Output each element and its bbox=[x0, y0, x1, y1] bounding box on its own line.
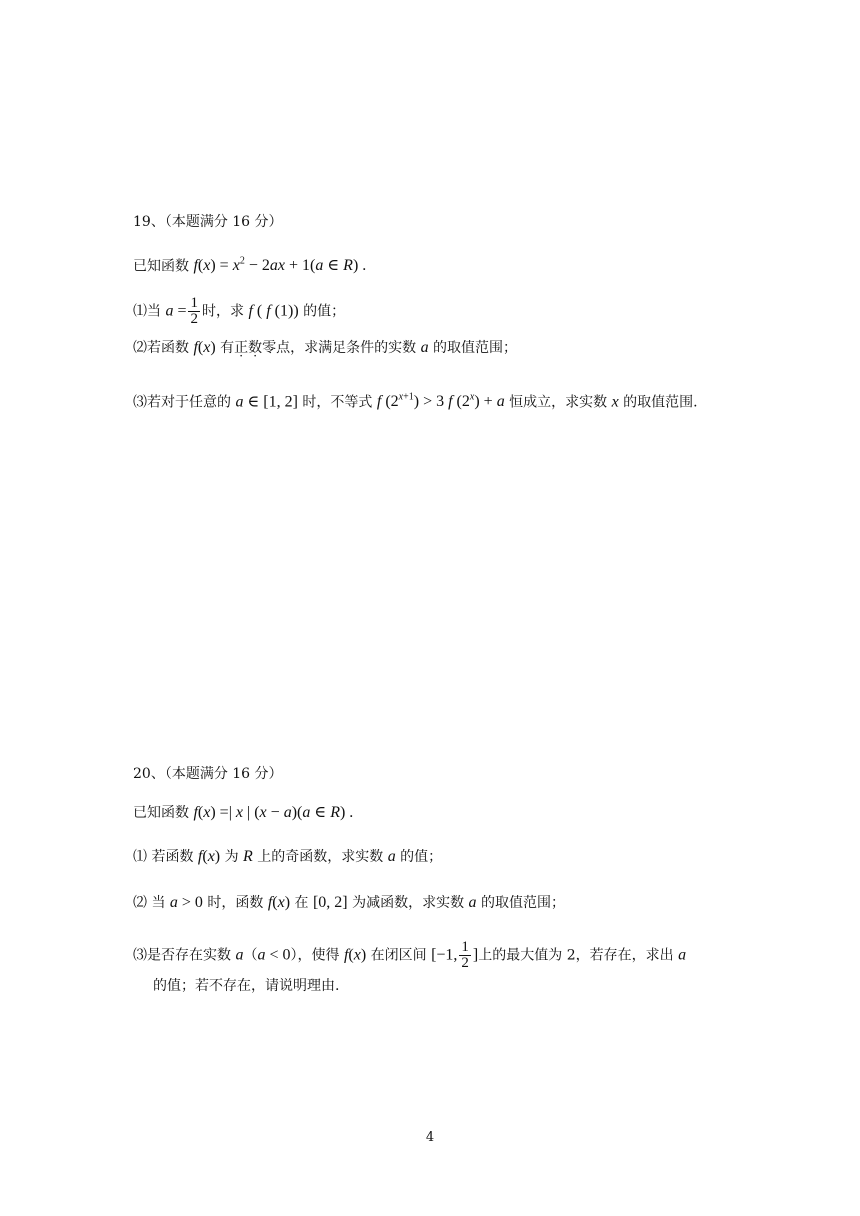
q19-stem: 已知函数 $f(x) = x^2 - 2ax + 1(a$ ∈ R) . bbox=[133, 256, 367, 275]
q20-part3-line2: 的值；若不存在，请说明理由. bbox=[153, 978, 340, 994]
q20-header: 20、（本题满分 16 分） bbox=[133, 766, 283, 782]
q19-part1: ⑴当 a = $\frac{1}{2}$ 时，求 f ( f (1)) 的值； bbox=[133, 295, 346, 327]
q20-half-fraction: $\frac{1}{2}$ bbox=[461, 939, 469, 971]
emphasis-char: 正 bbox=[234, 340, 249, 356]
q19-header: 19、（本题满分 16 分） bbox=[133, 214, 283, 230]
emphasis-char: 数 bbox=[248, 340, 263, 356]
q20-stem: 已知函数 f(x) =| x | (x − a)(a ∈ R) . bbox=[133, 804, 354, 821]
q19-part2: ⑵若函数 f(x) 有正数零点，求满足条件的实数 a 的取值范围； bbox=[133, 339, 518, 356]
q19-half-fraction: $\frac{1}{2}$ bbox=[190, 295, 198, 327]
q20-part2: ⑵ 当 a > 0 时，函数 f(x) 在 [0, 2] 为减函数，求实数 a 的取值范围； bbox=[133, 894, 565, 911]
q20-part1: ⑴ 若函数 f(x) 为 R 上的奇函数，求实数 a 的值； bbox=[133, 848, 443, 865]
q19-function-def: $f(x) = x^2 - 2ax + 1(a$ ∈ R) . bbox=[193, 256, 367, 275]
q20-part3: ⑶是否存在实数 a（a < 0），使得 f(x) 在闭区间 [−1, $\frac{1}{2}$ ]上的最大值为 2，若存在，求出 a bbox=[133, 939, 687, 971]
q20-function-def: f(x) =| x | (x − a)(a ∈ R) . bbox=[193, 804, 354, 821]
q19-part3: ⑶若对于任意的 a ∈ [1, 2] 时，不等式 f $(2^{x+1}) > 3$ f $(2^x) + a$ 恒成立，求实数 x 的取值范围. bbox=[133, 392, 698, 411]
page-number: 4 bbox=[425, 1130, 435, 1145]
